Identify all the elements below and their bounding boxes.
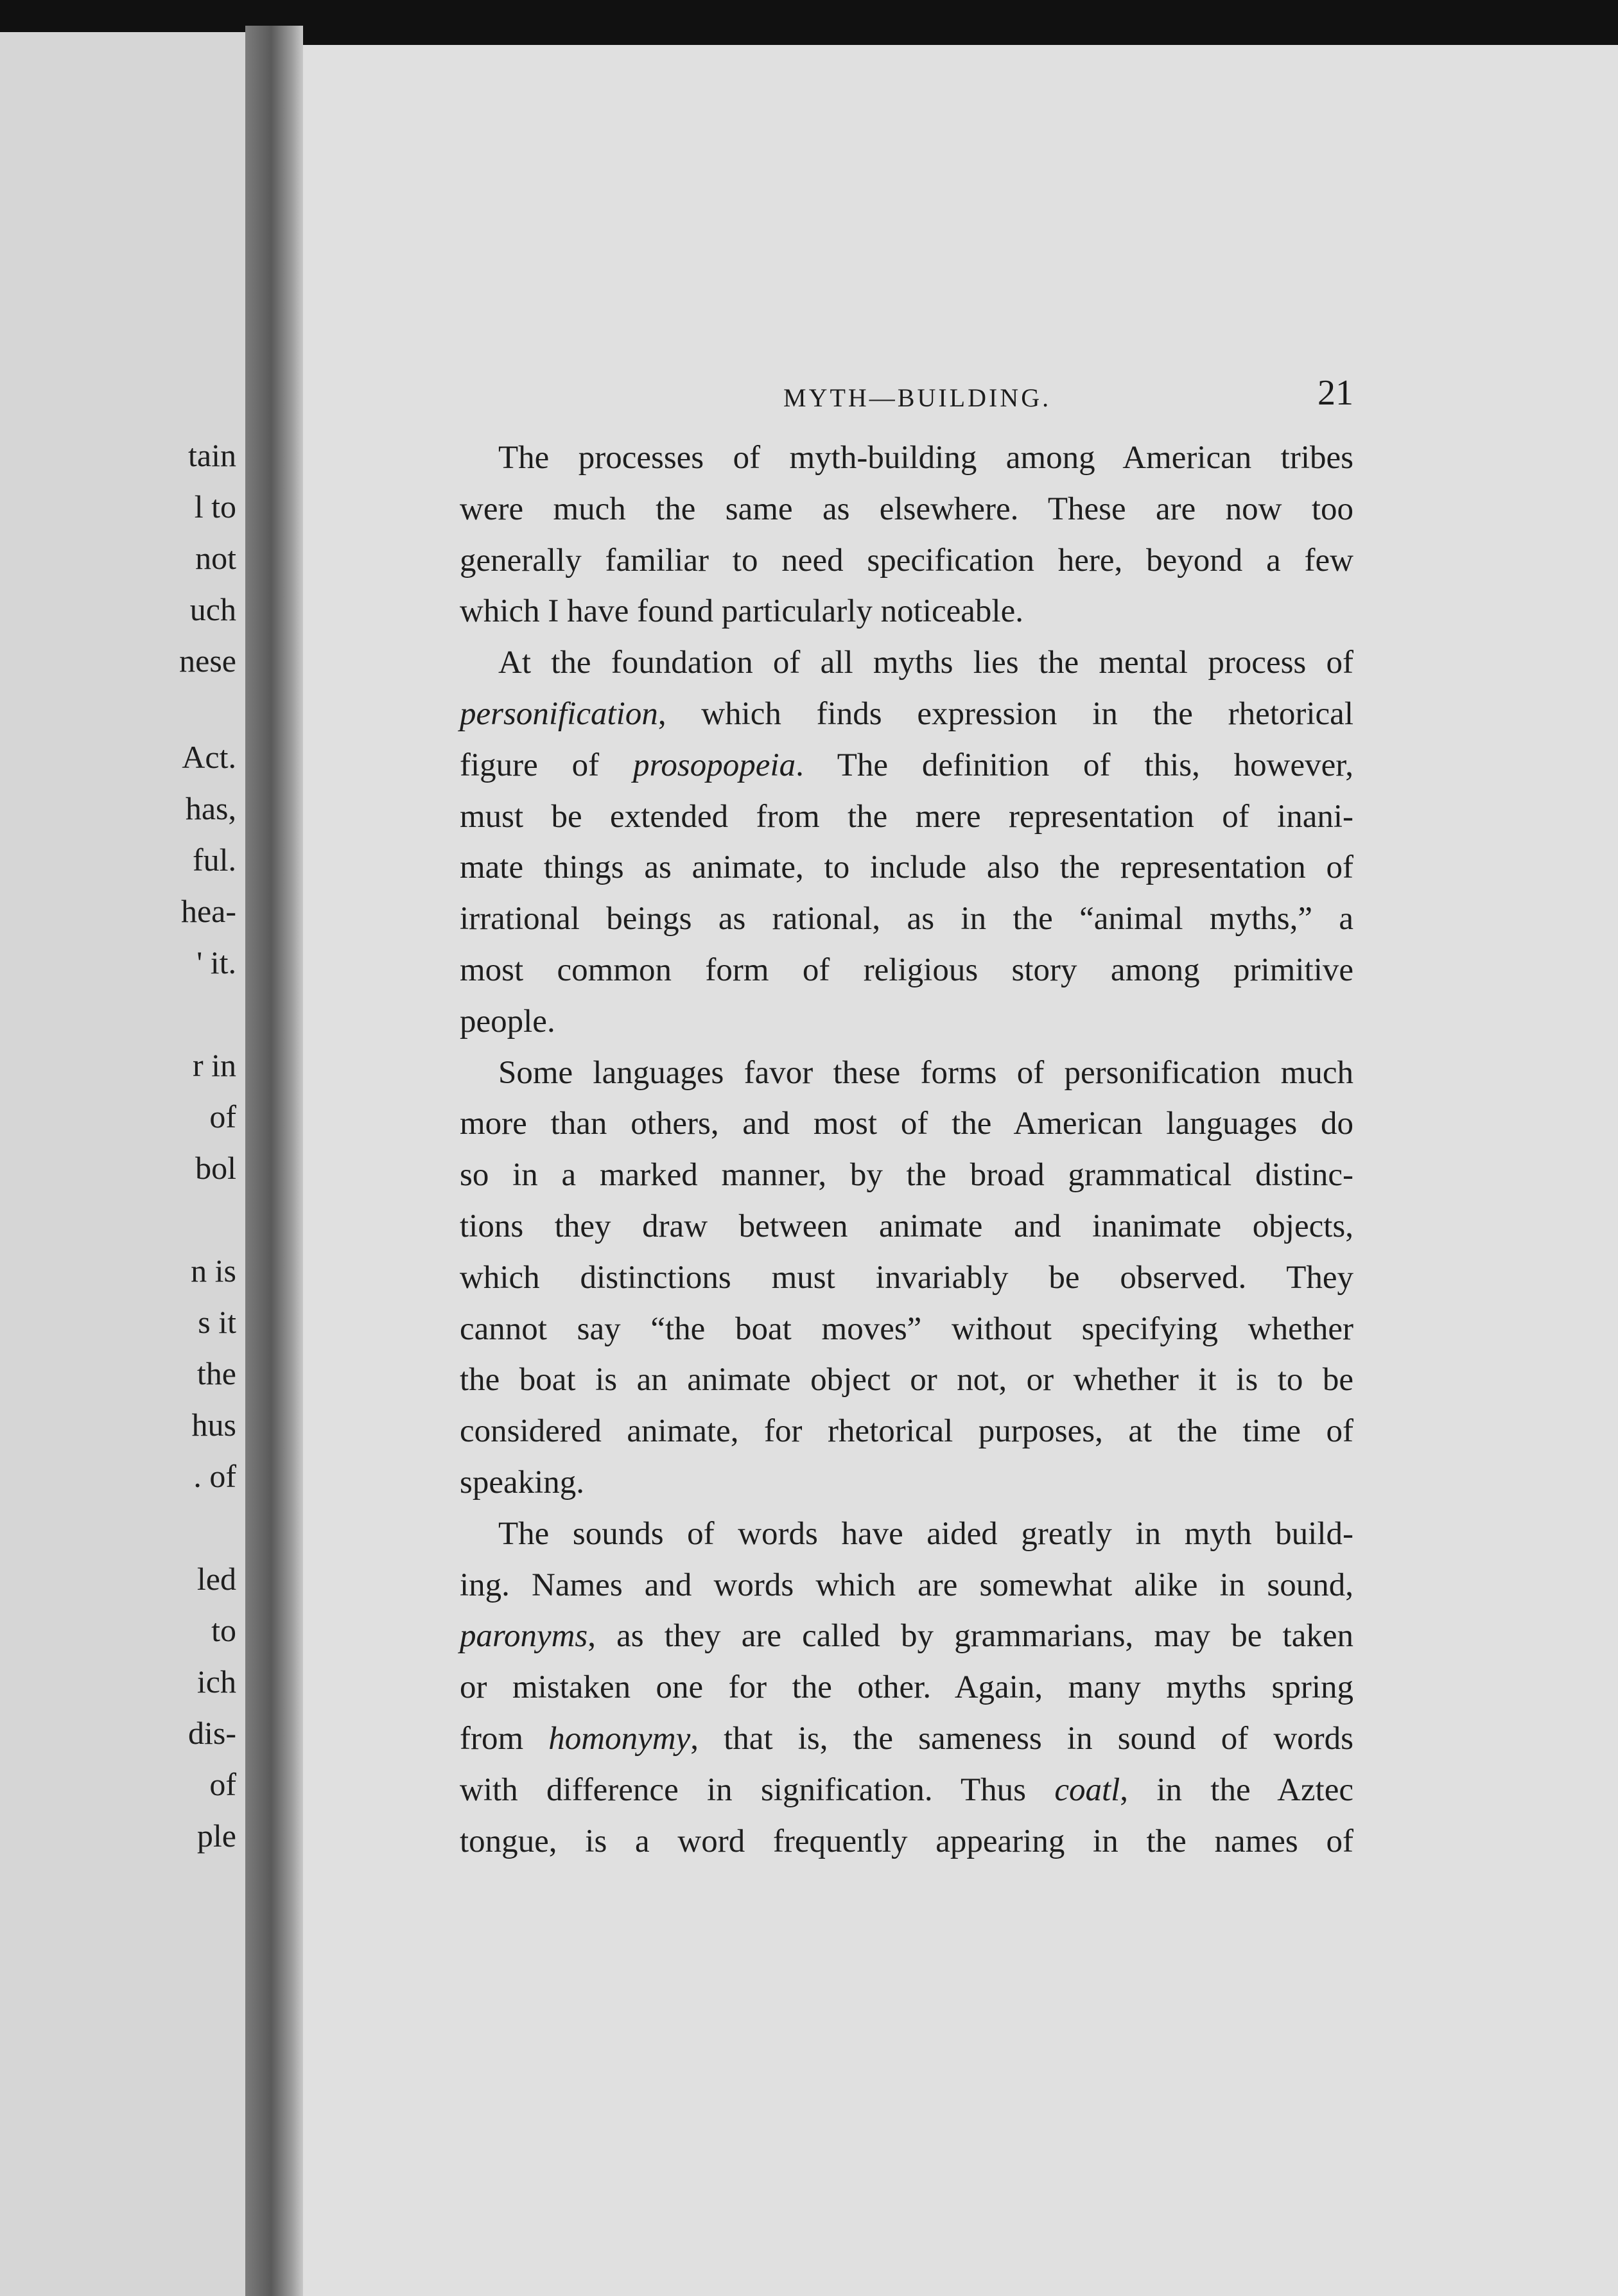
italic-term: prosopopeia — [632, 747, 796, 783]
facing-line: the — [196, 1355, 236, 1391]
text-line: irrational beings as rational, as in the “animal myths,” a — [460, 901, 1353, 937]
italic-term: paronyms — [460, 1618, 588, 1655]
text-line-with-italic: from homonymy, that is, the sameness in sound of words — [460, 1720, 1354, 1757]
text-line-with-italic: personification, which finds expression in the rhetorical — [460, 695, 1353, 732]
text-line: Some languages favor these forms of personification much — [498, 1054, 1353, 1091]
facing-line: bol — [195, 1150, 236, 1186]
text-line: tongue, is a word frequently appearing in the names of — [460, 1823, 1353, 1859]
facing-line: ple — [196, 1818, 236, 1854]
text-line-with-italic: with difference in signification. Thus coatl, in the Aztec — [460, 1771, 1353, 1808]
facing-line: l to — [194, 489, 236, 525]
running-head: MYTH—BUILDING. — [783, 383, 1052, 412]
text-line: people. — [460, 1003, 555, 1039]
text-line: mate things as animate, to include also the representation of — [460, 849, 1353, 886]
facing-line: not — [195, 540, 236, 576]
facing-line: nese — [179, 643, 236, 679]
facing-page-text — [44, 32, 236, 2296]
text-line: so in a marked manner, by the broad grammatical distinc- — [460, 1157, 1353, 1194]
facing-line: hea- — [180, 893, 236, 929]
facing-line: . of — [193, 1458, 236, 1494]
text-line: generally familiar to need specification here, beyond a few — [460, 542, 1353, 578]
facing-line: ful. — [192, 842, 236, 878]
page-number: 21 — [1318, 373, 1353, 413]
text-line: tions they draw between animate and inanimate objects, — [460, 1208, 1353, 1244]
facing-line: led — [196, 1561, 236, 1597]
text-line: The processes of myth-building among American tribes — [498, 440, 1353, 476]
facing-line: ' it. — [196, 944, 236, 980]
text-line: considered animate, for rhetorical purposes, at the time of — [460, 1413, 1353, 1450]
page-body — [460, 433, 1353, 1867]
text-line: the boat is an animate object or not, or whether it is to be — [460, 1362, 1353, 1398]
facing-line: s it — [198, 1304, 236, 1340]
facing-line: n is — [191, 1253, 236, 1289]
book-page — [303, 45, 1618, 2296]
italic-term: personification — [460, 695, 658, 732]
text-line: which distinctions must invariably be observed. They — [460, 1259, 1353, 1296]
facing-line: to — [211, 1612, 236, 1648]
facing-line: r in — [192, 1047, 236, 1083]
book-gutter — [245, 26, 303, 2296]
text-line: or mistaken one for the other. Again, many myths spring — [460, 1669, 1353, 1706]
facing-line: of — [209, 1099, 236, 1135]
text-line: At the foundation of all myths lies the mental process of — [498, 645, 1353, 681]
facing-page-left — [0, 32, 245, 2296]
facing-line: of — [209, 1766, 236, 1802]
facing-line: tain — [188, 437, 236, 473]
text-line: cannot say “the boat moves” without specifying whether — [460, 1310, 1353, 1347]
facing-line: Act. — [182, 739, 236, 775]
page-header — [303, 372, 1618, 424]
facing-line: hus — [191, 1407, 236, 1443]
text-line: more than others, and most of the American languages do — [460, 1106, 1353, 1142]
text-line-with-italic: paronyms, as they are called by grammarians, may be taken — [460, 1618, 1353, 1655]
text-line: The sounds of words have aided greatly in myth build- — [498, 1515, 1353, 1552]
facing-line: uch — [189, 591, 236, 627]
facing-line: ich — [196, 1664, 236, 1700]
facing-line: has, — [185, 790, 236, 826]
text-line: ing. Names and words which are somewhat alike in sound, — [460, 1567, 1353, 1603]
text-line: which I have found particularly noticeable. — [460, 593, 1023, 630]
italic-term: homonymy — [548, 1720, 691, 1757]
italic-term: coatl — [1054, 1771, 1120, 1808]
facing-line: dis- — [188, 1715, 236, 1751]
text-line-with-italic: figure of prosopopeia. The definition of this, however, — [460, 747, 1353, 783]
text-line: were much the same as elsewhere. These are now too — [460, 491, 1353, 527]
text-line: speaking. — [460, 1464, 585, 1500]
text-line: must be extended from the mere representation of inani- — [460, 798, 1353, 835]
text-line: most common form of religious story among primitive — [460, 952, 1353, 988]
